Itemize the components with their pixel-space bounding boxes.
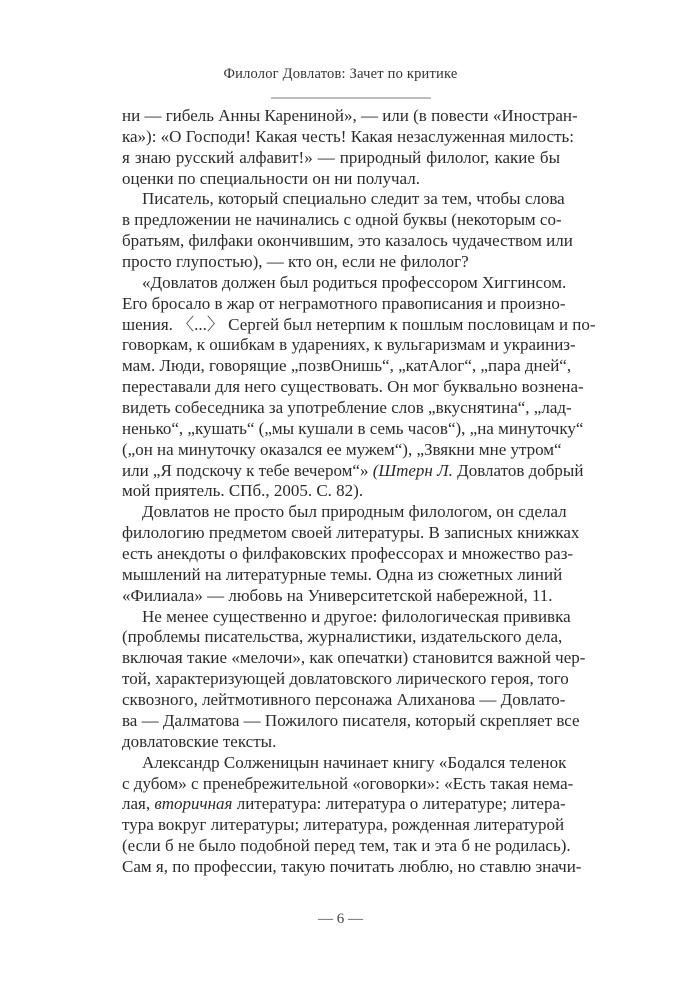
text-segment: Довлатов добрый — [452, 460, 584, 480]
body-text — [122, 106, 596, 878]
text-segment: есть анекдоты о филфаковских профессорах и множество раз- — [122, 544, 574, 564]
text-segment: довлатовские тексты. — [122, 731, 277, 751]
text-line — [122, 523, 580, 544]
text-line — [122, 836, 571, 857]
text-segment: ка»): «О Господи! Какая честь! Какая незаслуженная милость: — [122, 126, 574, 146]
text-line — [122, 586, 560, 607]
text-segment: видеть собеседника за употребление слов „вкуснятина“, „лад- — [122, 398, 572, 418]
running-head: Филолог Довлатов: Зачет по критике — [223, 66, 458, 82]
text-segment: ненько“, „кушать“ („мы кушали в семь часов“), „на минуточку“ — [122, 418, 584, 438]
text-line — [122, 606, 571, 628]
text-segment: Довлатов не просто был природным филологом, он сделал — [142, 502, 567, 522]
text-line — [122, 815, 565, 836]
text-segment: Не менее существенно и другое: филологическая прививка — [142, 606, 571, 626]
text-line — [122, 189, 565, 210]
text-segment: лая, — [122, 794, 155, 814]
text-line — [122, 773, 574, 795]
text-line — [122, 502, 567, 523]
text-line — [122, 481, 560, 502]
text-segment: Александр Солженицын начинает книгу «Бодался теленок — [142, 752, 567, 772]
text-line — [122, 794, 566, 815]
text-segment: Сам я, по профессии, такую почитать люблю, но ставлю значи- — [122, 856, 582, 876]
text-line — [122, 252, 560, 273]
text-segment: шения. 〈...〉 Сергей был нетерпим к пошлым пословицам и по- — [122, 314, 596, 334]
text-line — [122, 732, 560, 753]
text-line — [122, 669, 569, 690]
italic-text: (Штерн Л. — [372, 460, 453, 480]
text-segment: филологию предметом своей литературы. В записных книжках — [122, 523, 580, 543]
text-line — [122, 210, 560, 231]
text-segment: мышлений на литературные темы. Одна из сюжетных линий — [122, 564, 563, 584]
text-segment: ни — гибель Анны Карениной», — или (в повести «Иностран- — [122, 106, 578, 125]
text-segment: (если б не было подобной перед тем, так и эта б не родилась). — [122, 836, 571, 856]
text-segment: включая такие «мелочи», как опечатки) становится важной чер- — [122, 648, 586, 668]
text-line — [122, 148, 560, 169]
text-segment: сквозного, лейтмотивного персонажа Алиханова — Довлато- — [122, 690, 566, 710]
text-line — [122, 293, 566, 315]
text-segment: мой приятель. СПб., 2005. С. 82). — [122, 481, 364, 501]
text-segment: („он на минуточку оказался ее мужем“), „Звякни мне утром“ — [122, 439, 562, 459]
text-line — [122, 627, 563, 648]
text-line — [122, 460, 584, 482]
italic-text: вторичная — [154, 794, 233, 814]
text-segment: с дубом» с пренебрежительной «оговорки»: «Есть такая нема- — [122, 773, 574, 793]
text-segment: той, характеризующей довлатовского лирического героя, того — [122, 669, 569, 689]
header-divider — [271, 97, 431, 99]
text-line — [122, 544, 574, 565]
text-line — [122, 752, 567, 774]
text-line — [122, 564, 563, 586]
text-segment: просто глупостью), — кто он, если не филолог? — [122, 252, 469, 272]
text-line — [122, 710, 580, 732]
text-line — [122, 106, 578, 127]
text-line — [122, 356, 572, 377]
text-line — [122, 272, 567, 294]
text-line — [122, 335, 576, 356]
page-number: — 6 — — [318, 911, 363, 927]
text-line — [122, 648, 586, 669]
text-line — [122, 440, 560, 461]
text-segment: или „Я подскочу к тебе вечером“» — [122, 460, 373, 480]
text-segment: ва — Далматова — Пожилого писателя, который скрепляет все — [122, 710, 580, 730]
text-segment: говоркам, к ошибкам в ударениях, к вульгаризмам и украиниз- — [122, 335, 576, 355]
text-line — [122, 398, 572, 419]
text-line — [122, 690, 566, 711]
text-line — [122, 856, 582, 878]
text-line — [122, 231, 573, 252]
text-segment: (проблемы писательства, журналистики, издательского дела, — [122, 627, 563, 647]
text-segment: Его бросало в жар от неграмотного правописания и произно- — [122, 293, 566, 313]
text-line — [122, 314, 596, 336]
text-segment: литература: литература о литературе; литера- — [232, 794, 566, 814]
text-segment: братьям, филфаки окончившим, это казалось чудачеством или — [122, 231, 573, 251]
text-segment: оценки по специальности он ни получал. — [122, 168, 420, 188]
text-segment: тура вокруг литературы; литература, рожденная литературой — [122, 815, 565, 835]
text-segment: «Довлатов должен был родиться профессором Хиггинсом. — [142, 272, 567, 292]
text-line — [122, 169, 560, 190]
text-segment: Писатель, который специально следит за тем, чтобы слова — [142, 189, 565, 209]
text-segment: мам. Люди, говорящие „позвОнишь“, „катАлог“, „пара дней“, — [122, 356, 572, 376]
text-segment: я знаю русский алфавит!» — природный филолог, какие бы — [122, 147, 560, 167]
text-segment: переставали для него существовать. Он мог буквально вознена- — [122, 377, 584, 397]
text-segment: в предложении не начинались с одной буквы (некоторым со- — [122, 210, 562, 230]
text-line — [122, 418, 584, 440]
text-line — [122, 126, 574, 148]
text-line — [122, 377, 584, 398]
text-segment: «Филиала» — любовь на Университетской набережной, 11. — [122, 585, 553, 605]
